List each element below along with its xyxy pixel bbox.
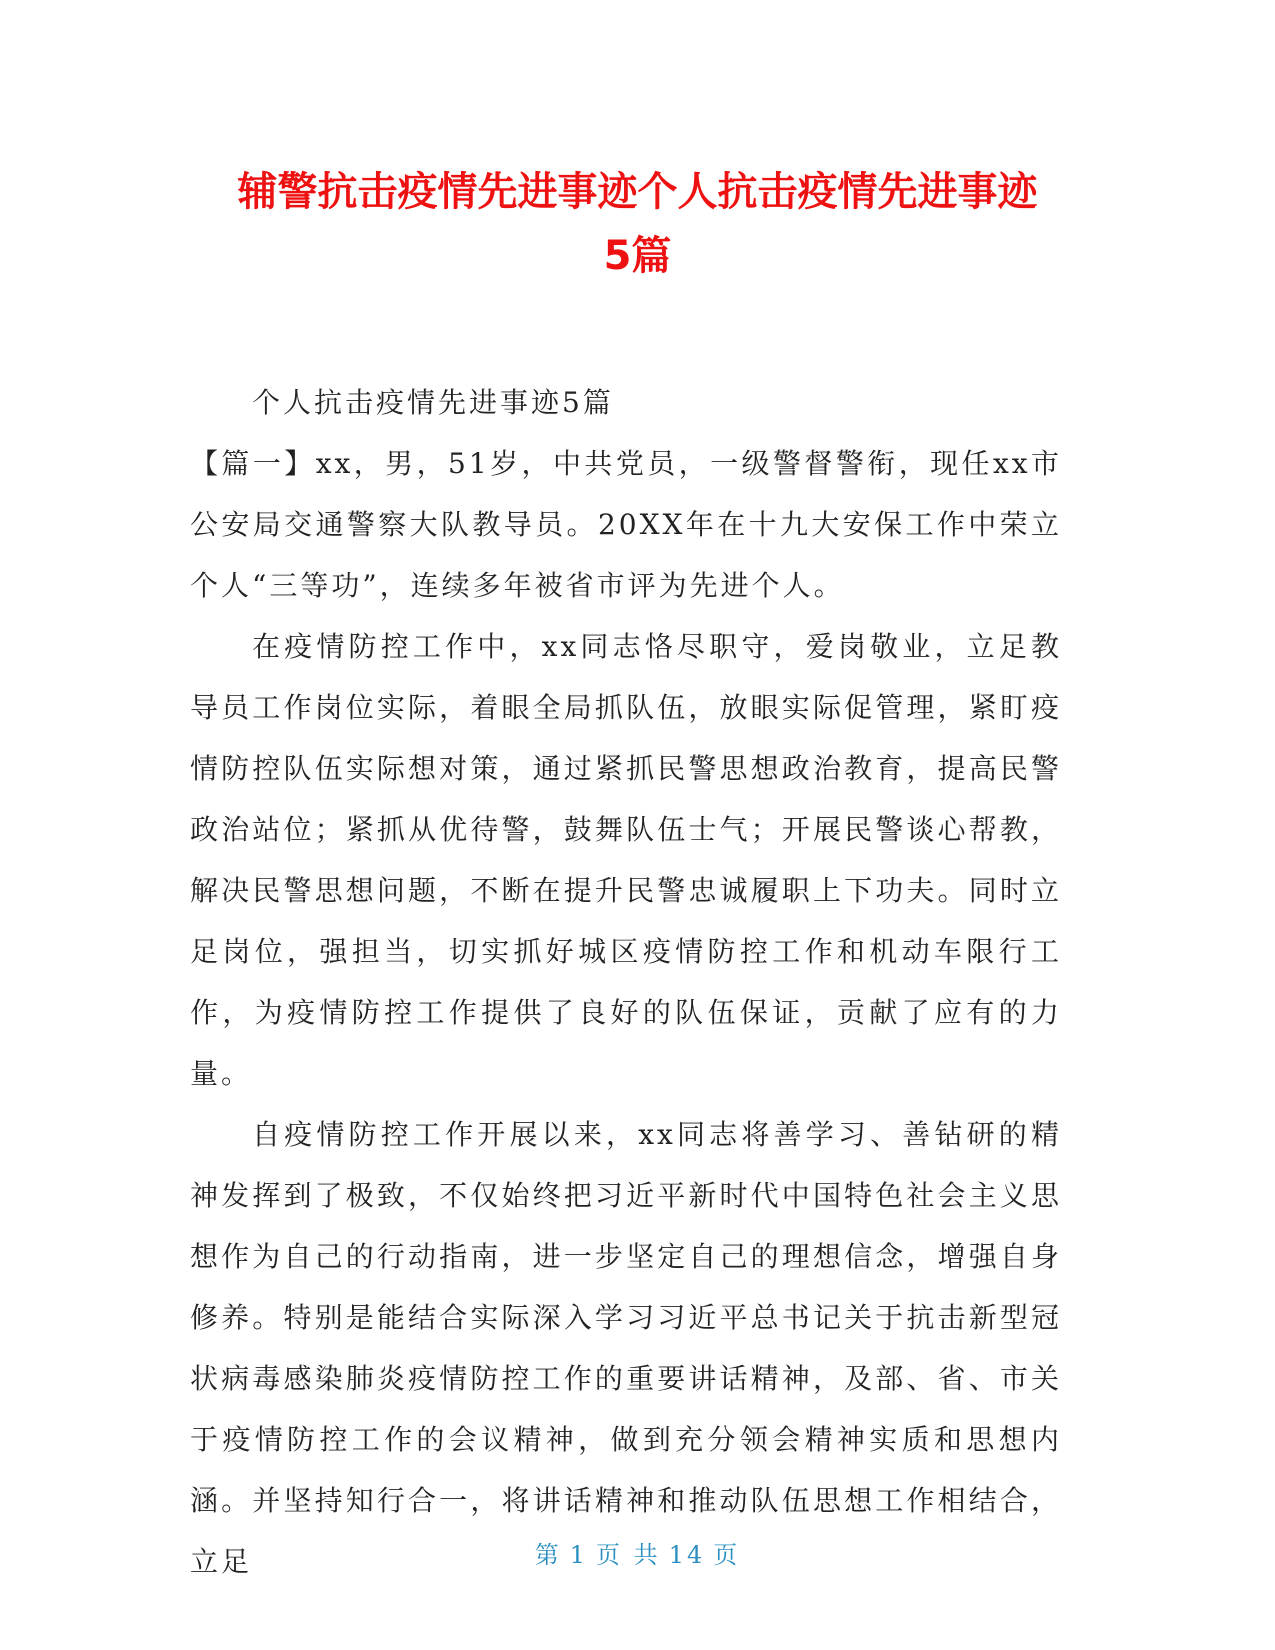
- page-label-suffix: 页: [713, 1541, 741, 1569]
- document-title: [150, 160, 1125, 288]
- document-body: [190, 372, 1062, 1592]
- title-line-1: 辅警抗击疫情先进事迹个人抗击疫情先进事迹: [237, 169, 1038, 215]
- document-subtitle: 个人抗击疫情先进事迹5篇: [252, 386, 614, 419]
- page-footer: [0, 1535, 1275, 1570]
- page-label-mid: 页 共: [596, 1541, 661, 1569]
- title-line-2: 5篇: [603, 233, 672, 279]
- current-page-number: 1: [569, 1541, 589, 1569]
- paragraph-1: 【篇一】xx，男，51岁，中共党员，一级警督警衔，现任xx市公安局交通警察大队教导员。20XX年在十九大安保工作中荣立个人“三等功”，连续多年被省市评为先进个人。: [190, 447, 1062, 602]
- page-label-prefix: 第: [534, 1541, 562, 1569]
- paragraph-3: 自疫情防控工作开展以来，xx同志将善学习、善钻研的精神发挥到了极致，不仅始终把习近平新时代中国特色社会主义思想作为自己的行动指南，进一步坚定自己的理想信念，增强自身修养。特别是能结合实际深入学习习近平总书记关于抗击新型冠状病毒感染肺炎疫情防控工作的重要讲话精神，及部、省、市关于疫情防控工作的会议精神，做到充分领会精神实质和思想内涵。并坚持知行合一，将讲话精神和推动队伍思想工作相结合，立足: [190, 1118, 1062, 1578]
- paragraph-2: 在疫情防控工作中，xx同志恪尽职守，爱岗敬业，立足教导员工作岗位实际，着眼全局抓队伍，放眼实际促管理，紧盯疫情防控队伍实际想对策，通过紧抓民警思想政治教育，提高民警政治站位；紧抓从优待警，鼓舞队伍士气；开展民警谈心帮教，解决民警思想问题，不断在提升民警忠诚履职上下功夫。同时立足岗位，强担当，切实抓好城区疫情防控工作和机动车限行工作，为疫情防控工作提供了良好的队伍保证，贡献了应有的力量。: [190, 630, 1062, 1090]
- total-pages-number: 14: [668, 1541, 706, 1569]
